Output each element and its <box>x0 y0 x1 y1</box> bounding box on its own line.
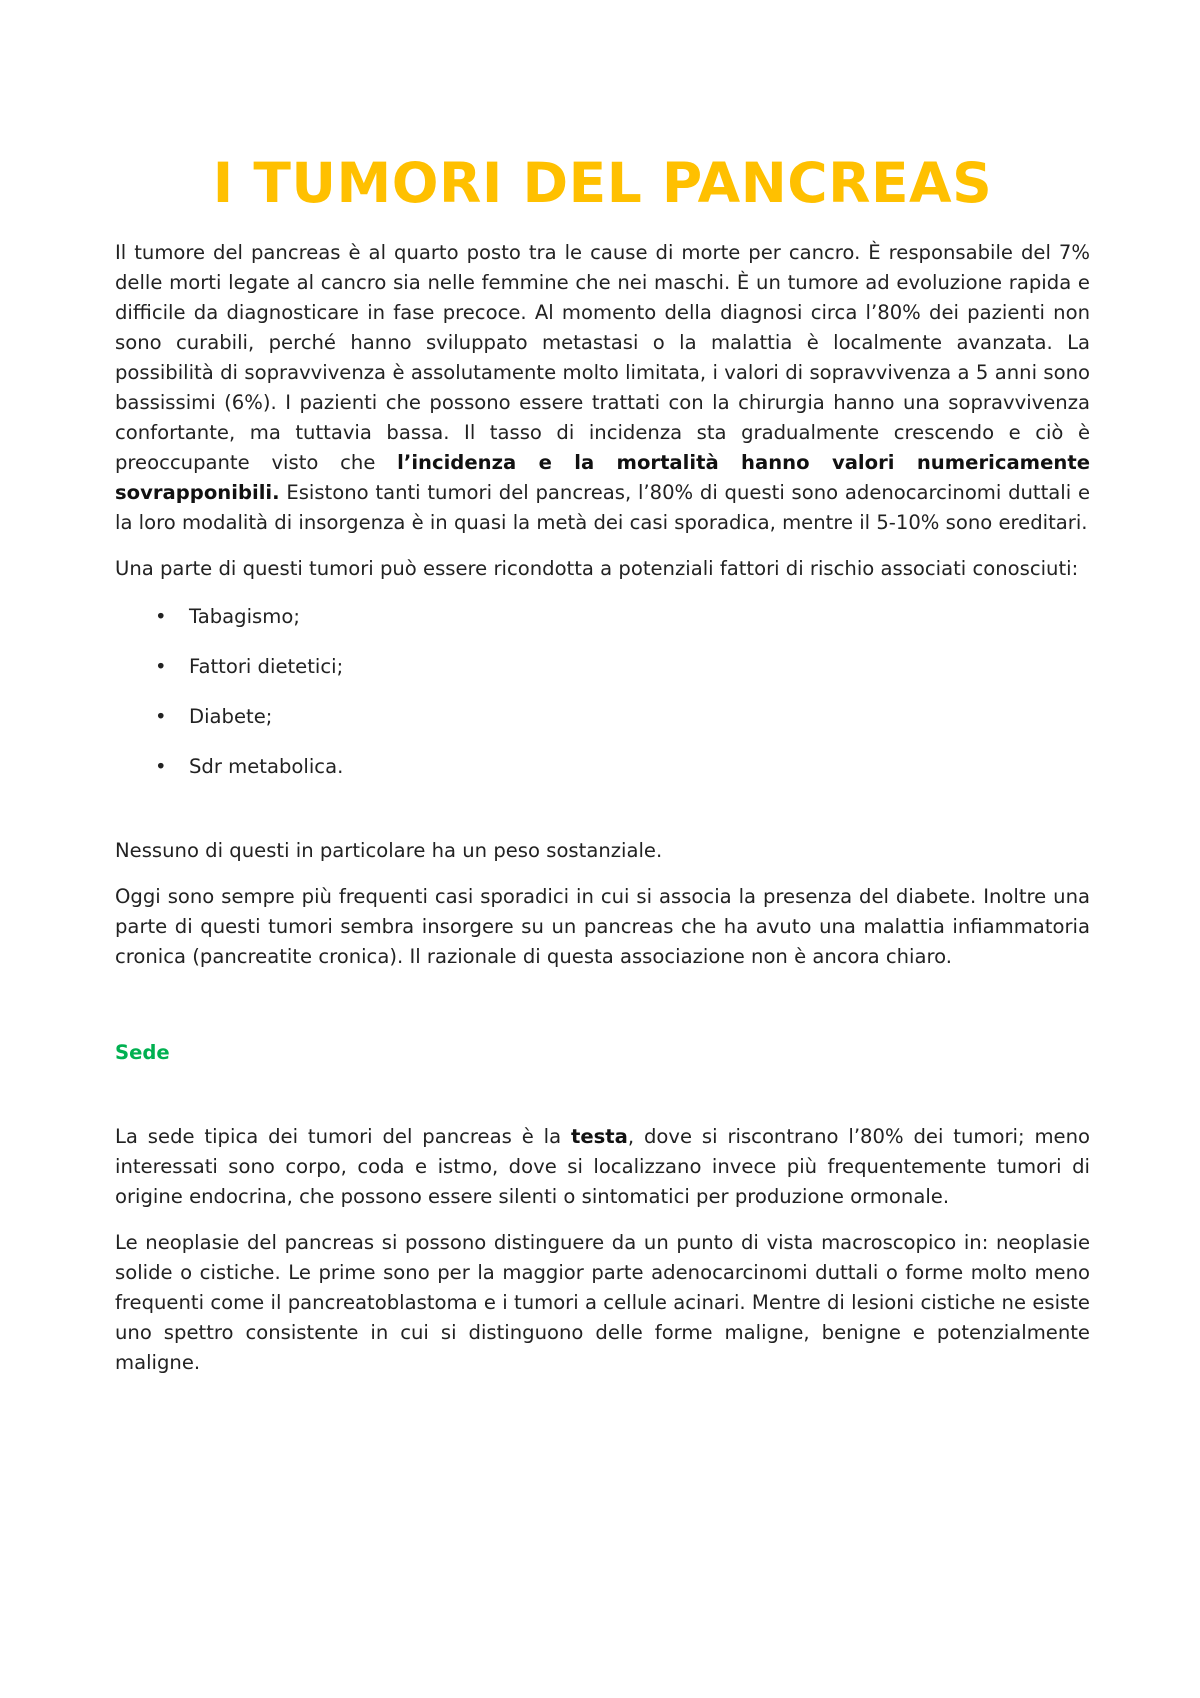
intro-text-2: Esistono tanti tumori del pancreas, l’80% di questi sono adenocarcinomi duttali e la loro modalità di insorgenza è in quasi la metà dei casi sporadica, mentre il 5-10% sono ereditari. <box>115 481 1090 534</box>
today-paragraph: Oggi sono sempre più frequenti casi sporadici in cui si associa la presenza del diabete. Inoltre una parte di questi tumori sembra insorgere su un pancreas che ha avuto una malattia infiammatoria cronica (pancreatite cronica). Il razionale di questa associazione non è ancora chiaro. <box>115 885 1090 968</box>
list-item-label: Fattori dietetici; <box>189 655 344 678</box>
sede-paragraph <box>115 1122 1090 1212</box>
intro-text-1: Il tumore del pancreas è al quarto posto tra le cause di morte per cancro. È responsabile del 7% delle morti legate al cancro sia nelle femmine che nei maschi. È un tumore ad evoluzione rapida e difficile da diagnosticare in fase precoce. Al momento della diagnosi circa l’80% dei pazienti non sono curabili, perché hanno sviluppato metastasi o la malattia è localmente avanzata. La possibilità di sopravvivenza è assolutamente molto limitata, i valori di sopravvivenza a 5 anni sono bassissimi (6%). I pazienti che possono essere trattati con la chirurgia hanno una sopravvivenza confortante, ma tuttavia bassa. Il tasso di incidenza sta gradualmente crescendo e ciò è preoccupante visto che <box>115 241 1090 474</box>
sede-text-1: La sede tipica dei tumori del pancreas è la <box>115 1125 571 1148</box>
document-title: I TUMORI DEL PANCREAS <box>212 151 993 215</box>
intro-paragraph <box>115 238 1090 538</box>
list-item-label: Sdr metabolica. <box>189 755 344 778</box>
intro-bold-text: l’incidenza e la mortalità hanno valori numericamente sovrapponibili. <box>115 451 1090 504</box>
risk-factor-list <box>115 602 1090 782</box>
list-item <box>115 702 1090 732</box>
bullet-icon: • <box>155 705 167 728</box>
document-page <box>115 150 1090 1378</box>
neoplasie-paragraph: Le neoplasie del pancreas si possono distinguere da un punto di vista macroscopico in: neoplasie solide o cistiche. Le prime sono per la maggior parte adenocarcinomi duttali o forme molto meno frequenti come il pancreatoblastoma e i tumori a cellule acinari. Mentre di lesioni cistiche ne esiste uno spettro consistente in cui si distinguono delle forme maligne, benigne e potenzialmente maligne. <box>115 1231 1090 1374</box>
sede-text-2: , dove si riscontrano l’80% dei tumori; meno interessati sono corpo, coda e istmo, dove si localizzano invece più frequentemente tumori di origine endocrina, che possono essere silenti o sintomatici per produzione ormonale. <box>115 1125 1091 1208</box>
sede-bold-text: testa <box>570 1125 628 1148</box>
bullet-icon: • <box>155 755 167 778</box>
section-heading-sede: Sede <box>115 1041 170 1064</box>
list-item-label: Tabagismo; <box>189 605 300 628</box>
bullet-icon: • <box>155 605 167 628</box>
weight-paragraph: Nessuno di questi in particolare ha un peso sostanziale. <box>115 839 663 862</box>
list-item <box>115 602 1090 632</box>
list-item <box>115 652 1090 682</box>
list-item <box>115 752 1090 782</box>
risk-intro-paragraph: Una parte di questi tumori può essere ricondotta a potenziali fattori di rischio associati conosciuti: <box>115 557 1079 580</box>
list-item-label: Diabete; <box>189 705 273 728</box>
bullet-icon: • <box>155 655 167 678</box>
